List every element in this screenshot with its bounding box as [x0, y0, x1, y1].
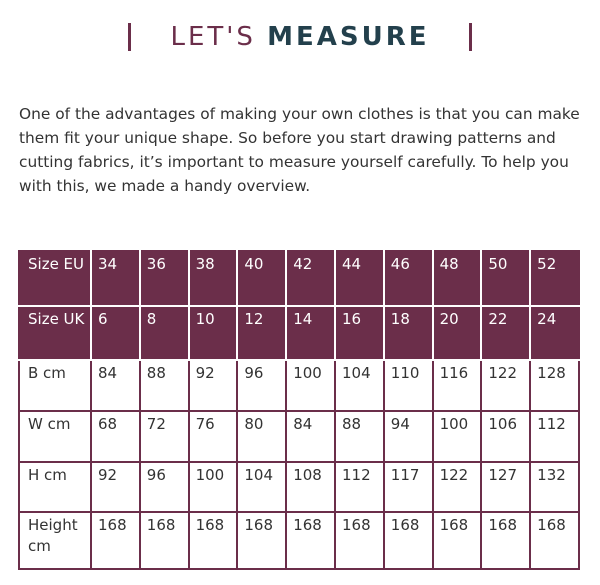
table-cell: 36 [140, 251, 189, 306]
heading-left-divider [128, 23, 131, 51]
table-cell: 168 [384, 512, 433, 569]
table-cell: 42 [286, 251, 335, 306]
table-cell: 48 [433, 251, 482, 306]
table-cell: 72 [140, 411, 189, 462]
table-cell: 122 [433, 462, 482, 513]
row-label: Size UK [19, 306, 91, 361]
table-cell: 168 [530, 512, 579, 569]
table-cell: 112 [530, 411, 579, 462]
table-cell: 117 [384, 462, 433, 513]
table-cell: 168 [286, 512, 335, 569]
table-cell: 12 [237, 306, 286, 361]
table-cell: 100 [433, 411, 482, 462]
table-cell: 68 [91, 411, 140, 462]
heading-title [170, 22, 429, 52]
table-cell: 92 [189, 360, 238, 411]
table-cell: 106 [481, 411, 530, 462]
table-cell: 96 [237, 360, 286, 411]
heading-right-divider [469, 23, 472, 51]
table-cell: 168 [481, 512, 530, 569]
table-cell: 20 [433, 306, 482, 361]
heading-title-part1: LET'S [170, 22, 256, 52]
table-cell: 110 [384, 360, 433, 411]
table-cell: 84 [91, 360, 140, 411]
table-cell: 14 [286, 306, 335, 361]
row-label: Height cm [19, 512, 91, 569]
table-row [19, 512, 579, 569]
table-cell: 116 [433, 360, 482, 411]
heading-title-part2: MEASURE [267, 22, 430, 52]
table-cell: 46 [384, 251, 433, 306]
table-cell: 6 [91, 306, 140, 361]
row-label: W cm [19, 411, 91, 462]
table-cell: 10 [189, 306, 238, 361]
table-row [19, 411, 579, 462]
table-cell: 76 [189, 411, 238, 462]
table-cell: 18 [384, 306, 433, 361]
table-cell: 122 [481, 360, 530, 411]
table-cell: 168 [91, 512, 140, 569]
table-cell: 22 [481, 306, 530, 361]
table-cell: 16 [335, 306, 384, 361]
table-cell: 168 [433, 512, 482, 569]
table-cell: 168 [140, 512, 189, 569]
table-cell: 132 [530, 462, 579, 513]
table-cell: 92 [91, 462, 140, 513]
size-chart-table [18, 250, 580, 570]
table-cell: 127 [481, 462, 530, 513]
table-cell: 50 [481, 251, 530, 306]
table-cell: 88 [140, 360, 189, 411]
table-cell: 100 [189, 462, 238, 513]
table-cell: 44 [335, 251, 384, 306]
table-cell: 168 [189, 512, 238, 569]
intro-paragraph: One of the advantages of making your own clothes is that you can make them fit your unique shape. So before you start drawing patterns and cutting fabrics, it’s important to measure yourself carefully. To help you with this, we made a handy overview. [19, 105, 580, 195]
table-cell: 88 [335, 411, 384, 462]
table-cell: 128 [530, 360, 579, 411]
table-cell: 94 [384, 411, 433, 462]
table-cell: 80 [237, 411, 286, 462]
table-row [19, 251, 579, 306]
row-label: B cm [19, 360, 91, 411]
table-cell: 112 [335, 462, 384, 513]
table-cell: 84 [286, 411, 335, 462]
table-cell: 8 [140, 306, 189, 361]
table-cell: 108 [286, 462, 335, 513]
table-cell: 100 [286, 360, 335, 411]
table-cell: 40 [237, 251, 286, 306]
table-cell: 24 [530, 306, 579, 361]
table-cell: 104 [335, 360, 384, 411]
table-cell: 168 [335, 512, 384, 569]
table-cell: 38 [189, 251, 238, 306]
table-cell: 168 [237, 512, 286, 569]
row-label: Size EU [19, 251, 91, 306]
table-row [19, 360, 579, 411]
table-row [19, 462, 579, 513]
table-row [19, 306, 579, 361]
table-cell: 104 [237, 462, 286, 513]
table-cell: 96 [140, 462, 189, 513]
page-heading [0, 22, 600, 62]
table-cell: 34 [91, 251, 140, 306]
row-label: H cm [19, 462, 91, 513]
table-cell: 52 [530, 251, 579, 306]
